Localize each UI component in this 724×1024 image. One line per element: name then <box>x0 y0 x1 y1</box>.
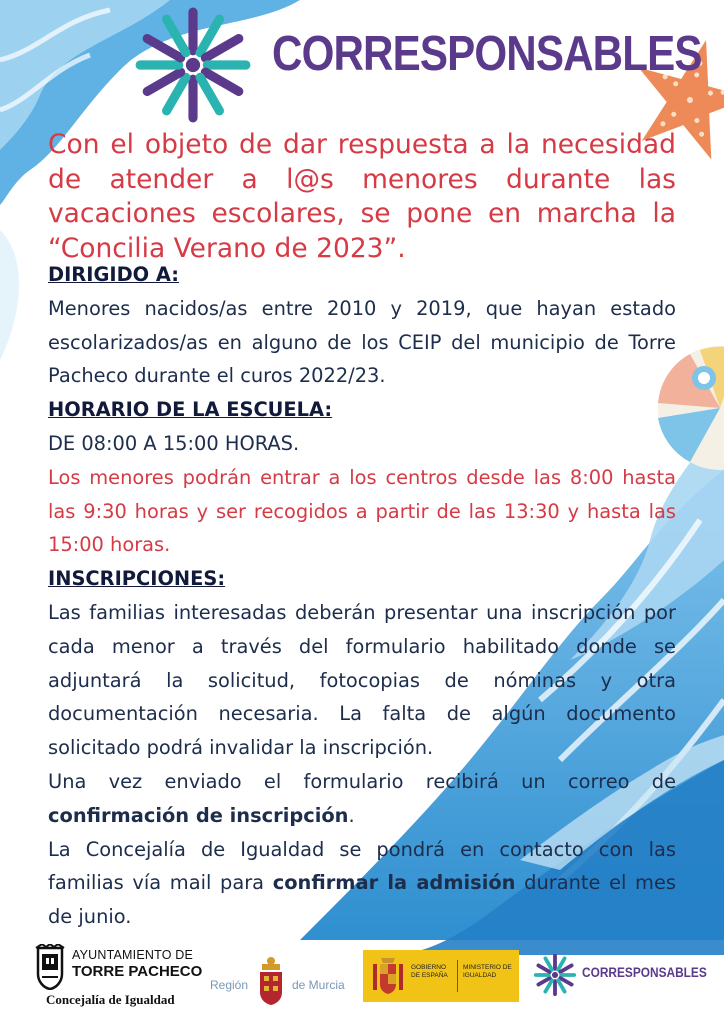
gobierno-espana-logo <box>363 950 519 1002</box>
inscripciones-text2-bold: confirmación de inscripción <box>48 803 349 827</box>
ministerio-label: MINISTERIO DE IGUALDAD <box>463 964 512 979</box>
region-murcia-left: Región <box>210 978 249 992</box>
inscripciones-text2-pre: Una vez enviado el formulario recibirá un correo de <box>48 769 676 793</box>
region-murcia-right: de Murcia <box>292 978 345 992</box>
horario-hours: DE 08:00 A 15:00 HORAS. <box>48 431 300 455</box>
corresponsables-footer-label: CORRESPONSABLES <box>582 965 707 980</box>
murcia-crest-icon <box>256 956 286 1006</box>
inscripciones-text3-post: durante el mes de junio. <box>48 871 676 929</box>
inscripciones-text3-pre: La Concejalía de Igualdad se pondrá en contacto con las familias vía mail para <box>48 837 676 895</box>
footer-logos <box>0 930 724 1024</box>
ayuntamiento-line1: AYUNTAMIENTO DE <box>72 948 194 962</box>
gobierno-label: GOBIERNO DE ESPAÑA <box>411 964 448 979</box>
ayuntamiento-line2: TORRE PACHECO <box>72 963 203 980</box>
inscripciones-text3-bold: confirmar la admisión <box>272 871 516 895</box>
brand-title: CORRESPONSABLES <box>272 27 702 81</box>
heading-inscripciones: INSCRIPCIONES: <box>48 567 226 591</box>
gov-divider <box>457 960 458 992</box>
corresponsables-star-icon <box>132 4 254 126</box>
intro-paragraph: Con el objeto de dar respuesta a la necesidad de atender a l@s menores durante las vacaciones escolares, se pone en marcha la “Concilia Verano de 2023”. <box>48 129 676 264</box>
inscripciones-text1: Las familias interesadas deberán presentar una inscripción por cada menor a través del formulario habilitado donde se adjuntará la solicitud, fotocopias de nóminas y otra documentación necesaria. La falta de algún documento solicitado podrá invalidar la inscripción. <box>48 600 676 760</box>
body-content <box>48 258 676 934</box>
inscripciones-text2-post: . <box>348 803 355 827</box>
dirigido-text: Menores nacidos/as entre 2010 y 2019, que hayan estado escolarizados/as en alguno de los CEIP del municipio de Torre Pacheco durante el curos 2022/23. <box>48 296 676 388</box>
wave-left-faint <box>0 230 19 360</box>
heading-horario: HORARIO DE LA ESCUELA: <box>48 398 333 422</box>
concejalia-label: Concejalía de Igualdad <box>46 992 175 1007</box>
region-murcia-logo <box>210 948 352 1010</box>
ayuntamiento-logo <box>32 944 212 1014</box>
inscripciones-text2 <box>48 765 676 833</box>
horario-note: Los menores podrán entrar a los centros desde las 8:00 hasta las 9:30 horas y ser recogidos a partir de las 13:30 y hasta las 15:00 horas. <box>48 465 676 557</box>
spain-coat-of-arms-icon <box>371 956 405 996</box>
heading-dirigido: DIRIGIDO A: <box>48 263 180 286</box>
corresponsables-small-icon <box>532 952 578 998</box>
torre-pacheco-crest-icon <box>32 944 68 990</box>
inscripciones-text3 <box>48 833 676 934</box>
